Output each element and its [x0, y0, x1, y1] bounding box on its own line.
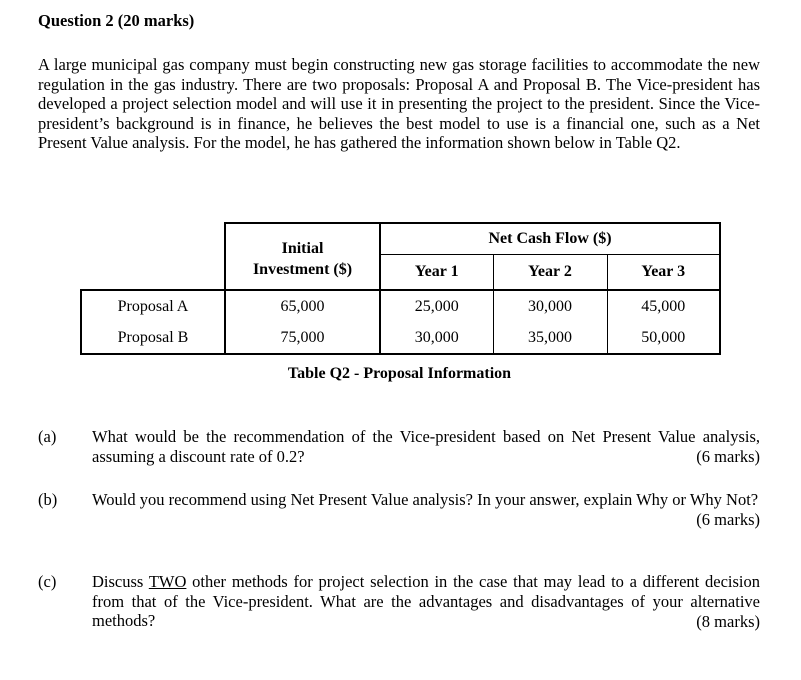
part-b-label: (b): [38, 490, 58, 509]
initial-value: 75,000: [225, 322, 380, 354]
initial-header-line2: Investment ($): [252, 261, 353, 278]
initial-investment-header: [225, 223, 380, 290]
year-3-value: 50,000: [607, 322, 720, 354]
year-3-header: Year 3: [607, 255, 720, 291]
part-c-label: (c): [38, 572, 57, 591]
proposal-name: Proposal B: [81, 322, 225, 354]
year-1-header: Year 1: [380, 255, 493, 291]
initial-header-line1: Initial: [281, 240, 324, 257]
part-a-text: What would be the recommendation of the Vice-president based on Net Present Value analysis, assuming a discount rate of 0.2?: [92, 427, 760, 466]
question-title: Question 2 (20 marks): [38, 11, 195, 30]
table-row: [81, 322, 720, 354]
part-a-marks: (6 marks): [696, 447, 760, 466]
part-b-marks: (6 marks): [696, 510, 760, 529]
table-caption: Table Q2 - Proposal Information: [287, 365, 512, 382]
year-1-value: 25,000: [380, 290, 493, 322]
table-row: [81, 290, 720, 322]
year-2-value: 35,000: [493, 322, 607, 354]
proposal-name: Proposal A: [81, 290, 225, 322]
initial-value: 65,000: [225, 290, 380, 322]
emphasis-two: TWO: [148, 572, 187, 591]
part-a-label: (a): [38, 427, 57, 446]
year-2-value: 30,000: [493, 290, 607, 322]
net-cash-flow-header: Net Cash Flow ($): [380, 223, 720, 255]
part-c-text: Discuss TWO other methods for project selection in the case that may lead to a different decision from that of the Vice-president. What are the advantages and disadvantages of your alternative methods?: [92, 572, 760, 631]
question-intro: A large municipal gas company must begin constructing new gas storage facilities to accommodate the new regulation in the gas industry. There are two proposals: Proposal A and Proposal B. The Vice-president has developed a project selection model and will use it in presenting the project to the president. Since the Vice-president’s background is in finance, he believes the best model to use is a financial one, such as a Net Present Value analysis. For the model, he has gathered the information shown below in Table Q2.: [38, 55, 760, 153]
year-2-header: Year 2: [493, 255, 607, 291]
proposal-table: [80, 222, 721, 355]
year-3-value: 45,000: [607, 290, 720, 322]
part-b-text: Would you recommend using Net Present Value analysis? In your answer, explain Why or Why Not?: [92, 490, 759, 509]
year-1-value: 30,000: [380, 322, 493, 354]
part-c-marks: (8 marks): [696, 612, 760, 631]
